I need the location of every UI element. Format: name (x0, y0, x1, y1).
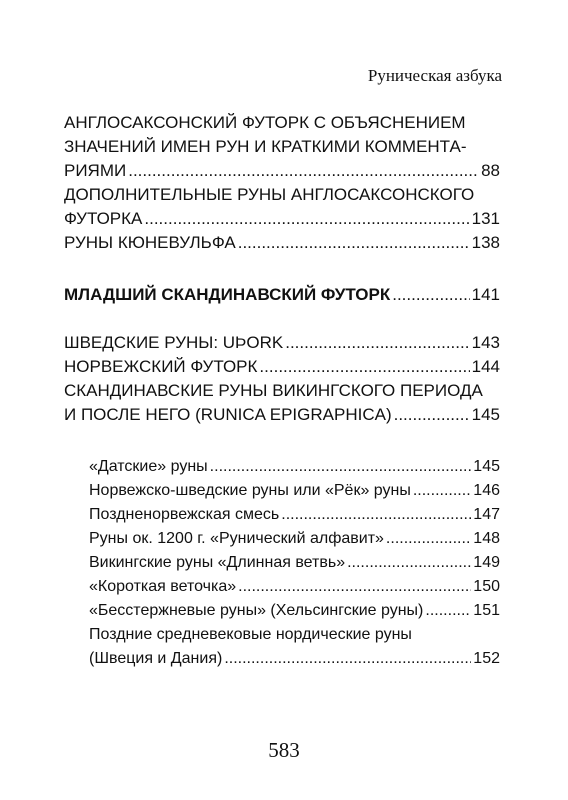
toc-entry-line: АНГЛОСАКСОНСКИЙ ФУТОРК С ОБЪЯСНЕНИЕМ (64, 113, 466, 132)
toc-page-number: 150 (473, 578, 500, 595)
dot-leader (144, 207, 469, 231)
toc-subentry (89, 479, 500, 503)
toc-entry (64, 231, 500, 255)
toc-page-number: 146 (473, 482, 500, 499)
toc-subentry-title: «Бесстержневые руны» (Хельсингские руны) (89, 602, 424, 619)
dot-leader (128, 159, 479, 183)
toc-page-number: 88 (481, 161, 500, 180)
toc-entry-title: РУНЫ КЮНЕВУЛЬФА (64, 233, 236, 252)
dot-leader (238, 575, 471, 599)
toc-page-number: 152 (473, 650, 500, 667)
toc-entry (64, 183, 500, 231)
dot-leader (238, 231, 470, 255)
toc-entry (64, 379, 500, 427)
toc-subentry-title: Руны ок. 1200 г. «Рунический алфавит» (89, 530, 384, 547)
running-head: Руническая азбука (367, 66, 502, 85)
toc-subentry-line: Поздние средневековые нордические руны (89, 626, 412, 643)
toc-subentry (89, 551, 500, 575)
toc-page-number: 145 (471, 405, 500, 424)
toc-subentry-title: «Датские» руны (89, 458, 208, 475)
toc-entry-line: ДОПОЛНИТЕЛЬНЫЕ РУНЫ АНГЛОСАКСОНСКОГО (64, 185, 475, 204)
toc-subentry (89, 503, 500, 527)
toc-page-number: 149 (473, 554, 500, 571)
toc-subentry-title: «Короткая веточка» (89, 578, 237, 595)
toc-subentry (89, 575, 500, 599)
dot-leader (281, 503, 471, 527)
toc-entry-title: НОРВЕЖСКИЙ ФУТОРК (64, 357, 258, 376)
toc-subentry-title: Норвежско-шведские руны или «Рёк» руны (89, 482, 411, 499)
dot-leader (224, 647, 471, 671)
toc-subentry-title: Поздненорвежская смесь (89, 506, 280, 523)
toc-page-number: 145 (473, 458, 500, 475)
toc-page-number: 143 (471, 333, 500, 352)
toc-entry (64, 331, 500, 355)
toc-page-number: 138 (471, 233, 500, 252)
toc-subentry (89, 599, 500, 623)
toc-page-number: 141 (471, 285, 500, 304)
toc-subentry-title: (Швеция и Дания) (89, 650, 223, 667)
dot-leader (394, 403, 470, 427)
dot-leader (413, 479, 471, 503)
toc-entry (64, 111, 500, 183)
toc-subentry (89, 527, 500, 551)
toc-entry-title: ШВЕДСКИЕ РУНЫ: UÞORK (64, 333, 284, 352)
dot-leader (386, 527, 471, 551)
toc-entry-title: И ПОСЛЕ НЕГО (RUNICA EPIGRAPHICA) (64, 405, 392, 424)
dot-leader (392, 283, 469, 307)
toc-entry-title: ФУТОРКА (64, 209, 143, 228)
dot-leader (347, 551, 471, 575)
toc-page-number: 148 (473, 530, 500, 547)
dot-leader (285, 331, 469, 355)
dot-leader (425, 599, 471, 623)
toc-page-number: 131 (471, 209, 500, 228)
toc-entry-line: ЗНАЧЕНИЙ ИМЕН РУН И КРАТКИМИ КОММЕНТА- (64, 137, 467, 156)
toc-page-number: 144 (471, 357, 500, 376)
toc-subentry-title: Викингские руны «Длинная ветвь» (89, 554, 346, 571)
dot-leader (210, 455, 472, 479)
toc-section-heading (64, 283, 500, 307)
page-number: 583 (268, 738, 300, 762)
toc-page-number: 147 (473, 506, 500, 523)
toc-subentry (89, 623, 500, 671)
dot-leader (259, 355, 469, 379)
toc-page-number: 151 (473, 602, 500, 619)
toc-entry-title: МЛАДШИЙ СКАНДИНАВСКИЙ ФУТОРК (64, 285, 391, 304)
toc-entry-line: СКАНДИНАВСКИЕ РУНЫ ВИКИНГСКОГО ПЕРИОДА (64, 381, 483, 400)
toc-entry (64, 355, 500, 379)
toc-subentry (89, 455, 500, 479)
toc-entry-title: РИЯМИ (64, 161, 127, 180)
